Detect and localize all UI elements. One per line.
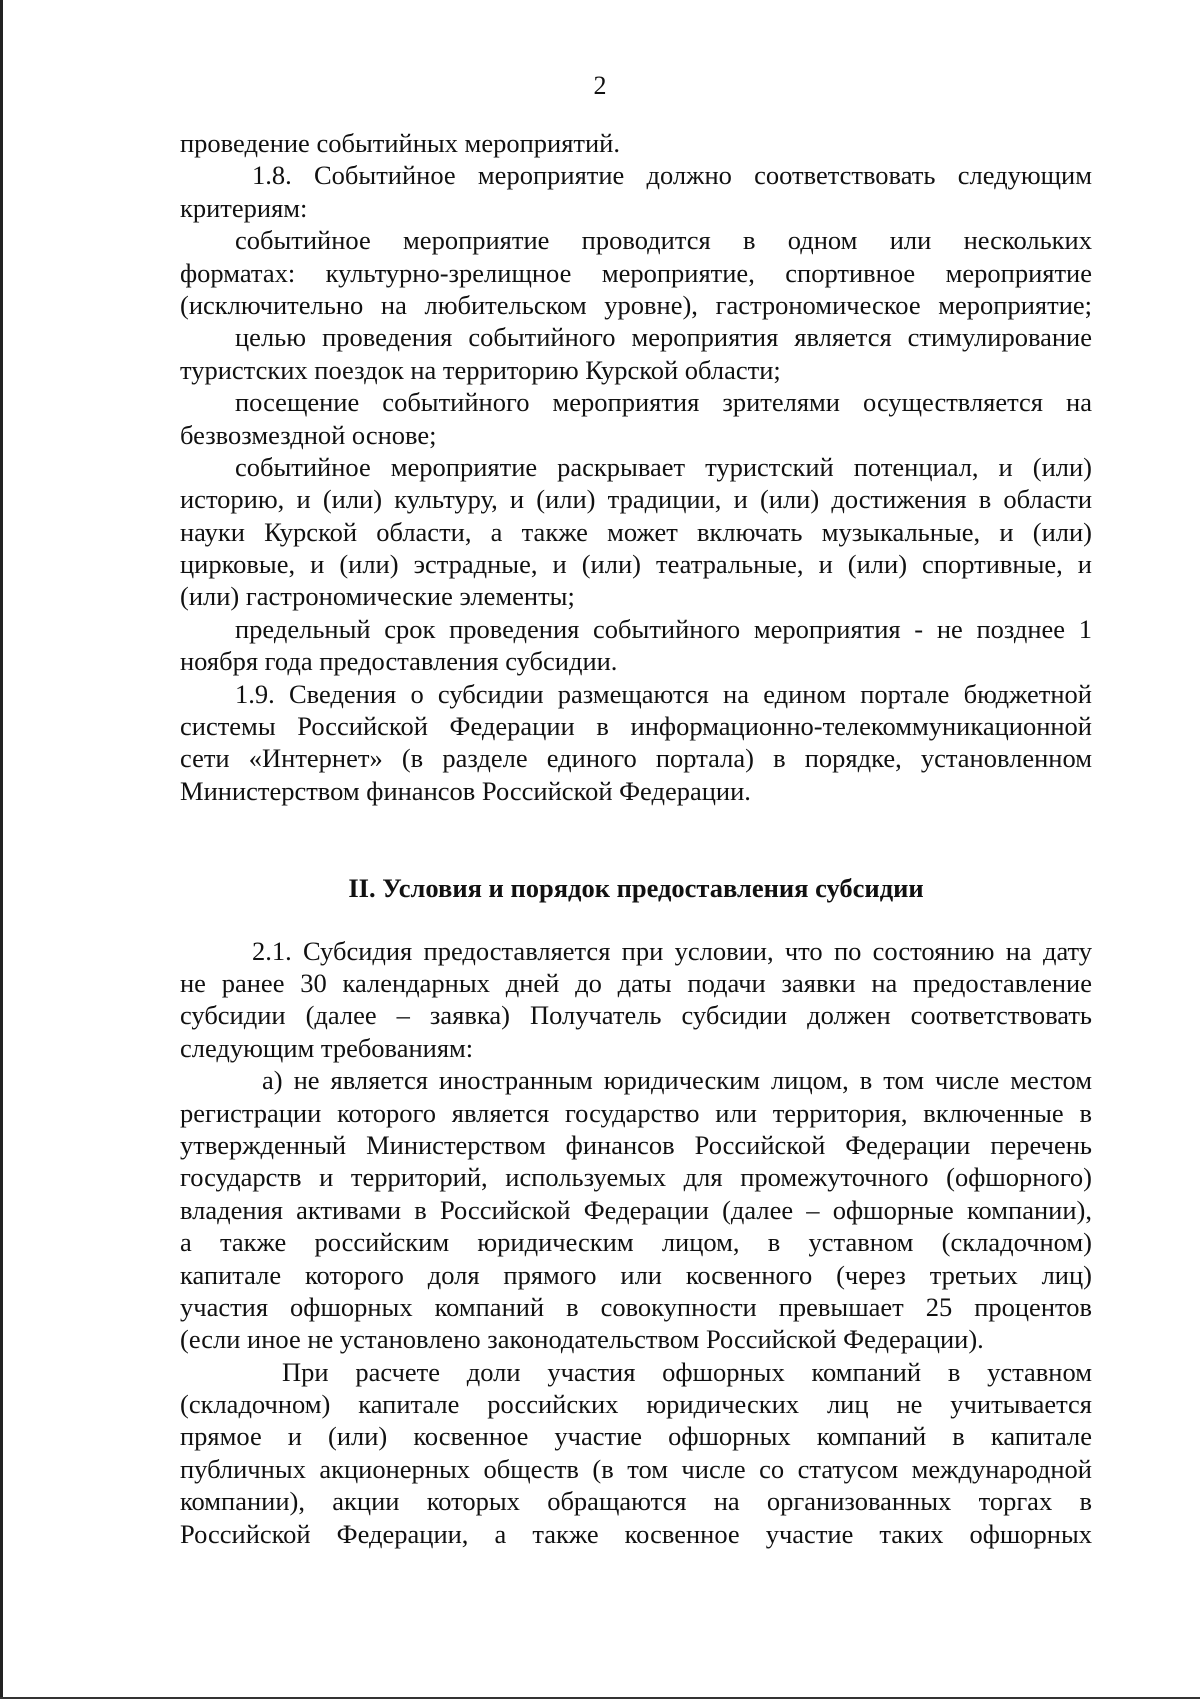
text-line: туристских поездок на территорию Курской области; <box>180 354 781 385</box>
document-body <box>180 127 1092 1550</box>
text-line: капитале которого доля прямого или косвенного (через третьих лиц) <box>180 1259 1092 1290</box>
paragraph-goal <box>180 321 1092 386</box>
text-line: а) не является иностранным юридическим лицом, в том числе местом <box>262 1065 1092 1096</box>
text-line: Министерством финансов Российской Федерации. <box>180 775 751 806</box>
paragraph-2-1 <box>180 935 1092 1065</box>
paragraph-reveal <box>180 451 1092 613</box>
text-line: прямое и (или) косвенное участие офшорных компаний в капитале <box>180 1421 1092 1452</box>
text-line: не ранее 30 календарных дней до даты подачи заявки на предоставление <box>180 967 1092 998</box>
text-line: участия офшорных компаний в совокупности превышает 25 процентов <box>180 1291 1092 1322</box>
text-line: 1.9. Сведения о субсидии размещаются на едином портале бюджетной <box>235 678 1092 709</box>
text-line: 1.8. Событийное мероприятие должно соответствовать следующим <box>252 160 1092 191</box>
text-line: публичных акционерных обществ (в том числе со статусом международной <box>180 1453 1092 1484</box>
text-line: (исключительно на любительском уровне), гастрономическое мероприятие; <box>180 289 1092 320</box>
text-line: безвозмездной основе; <box>180 419 437 450</box>
text-line: регистрации которого является государство или территория, включенные в <box>180 1097 1092 1128</box>
paragraph-a <box>180 1064 1092 1356</box>
paragraph-calculation <box>180 1356 1092 1550</box>
text-line: целью проведения событийного мероприятия является стимулирование <box>235 322 1092 353</box>
paragraph-deadline <box>180 613 1092 678</box>
text-line: цирковые, и (или) эстрадные, и (или) театральные, и (или) спортивные, и <box>180 549 1092 580</box>
paragraph-1-8 <box>180 159 1092 224</box>
text-line: а также российским юридическим лицом, в уставном (складочном) <box>180 1227 1092 1258</box>
paragraph-visit <box>180 386 1092 451</box>
text-line: субсидии (далее – заявка) Получатель субсидии должен соответствовать <box>180 1000 1092 1031</box>
text-line: государств и территорий, используемых для промежуточного (офшорного) <box>180 1162 1092 1193</box>
text-line: ноября года предоставления субсидии. <box>180 646 618 677</box>
text-line: системы Российской Федерации в информационно-телекоммуникационной <box>180 711 1092 742</box>
scan-edge-left <box>0 0 3 1699</box>
text-line: (или) гастрономические элементы; <box>180 581 575 612</box>
text-line: предельный срок проведения событийного мероприятия - не позднее 1 <box>235 613 1092 644</box>
text-line: событийное мероприятие раскрывает туристский потенциал, и (или) <box>235 451 1092 482</box>
text-line: событийное мероприятие проводится в одном или нескольких <box>235 225 1092 256</box>
text-line: критериям: <box>180 192 308 223</box>
text-line: утвержденный Министерством финансов Российской Федерации перечень <box>180 1129 1092 1160</box>
text-line: следующим требованиям: <box>180 1032 474 1063</box>
text-line: 2.1. Субсидия предоставляется при условии, что по состоянию на дату <box>252 935 1092 966</box>
paragraph-formats <box>180 224 1092 321</box>
text-line: посещение событийного мероприятия зрителями осуществляется на <box>235 387 1092 418</box>
text-line: проведение событийных мероприятий. <box>180 128 620 158</box>
text-line: сети «Интернет» (в разделе единого портала) в порядке, установленном <box>180 743 1092 774</box>
page-number: 2 <box>593 71 607 100</box>
text-line: (если иное не установлено законодательством Российской Федерации). <box>180 1324 984 1355</box>
paragraph-1-9 <box>180 678 1092 808</box>
text-line: владения активами в Российской Федерации (далее – офшорные компании), <box>180 1194 1092 1225</box>
text-line: компании), акции которых обращаются на организованных торгах в <box>180 1486 1092 1517</box>
section-heading: II. Условия и порядок предоставления субсидии <box>348 873 924 904</box>
text-line: (складочном) капитале российских юридических лиц не учитывается <box>180 1389 1092 1420</box>
paragraph-intro <box>180 127 1092 159</box>
text-line: При расчете доли участия офшорных компаний в уставном <box>282 1356 1092 1387</box>
text-line: форматах: культурно-зрелищное мероприятие, спортивное мероприятие <box>180 257 1092 288</box>
text-line: науки Курской области, а также может включать музыкальные, и (или) <box>180 516 1092 547</box>
text-line: Российской Федерации, а также косвенное участие таких офшорных <box>180 1518 1092 1549</box>
text-line: историю, и (или) культуру, и (или) традиции, и (или) достижения в области <box>180 484 1092 515</box>
